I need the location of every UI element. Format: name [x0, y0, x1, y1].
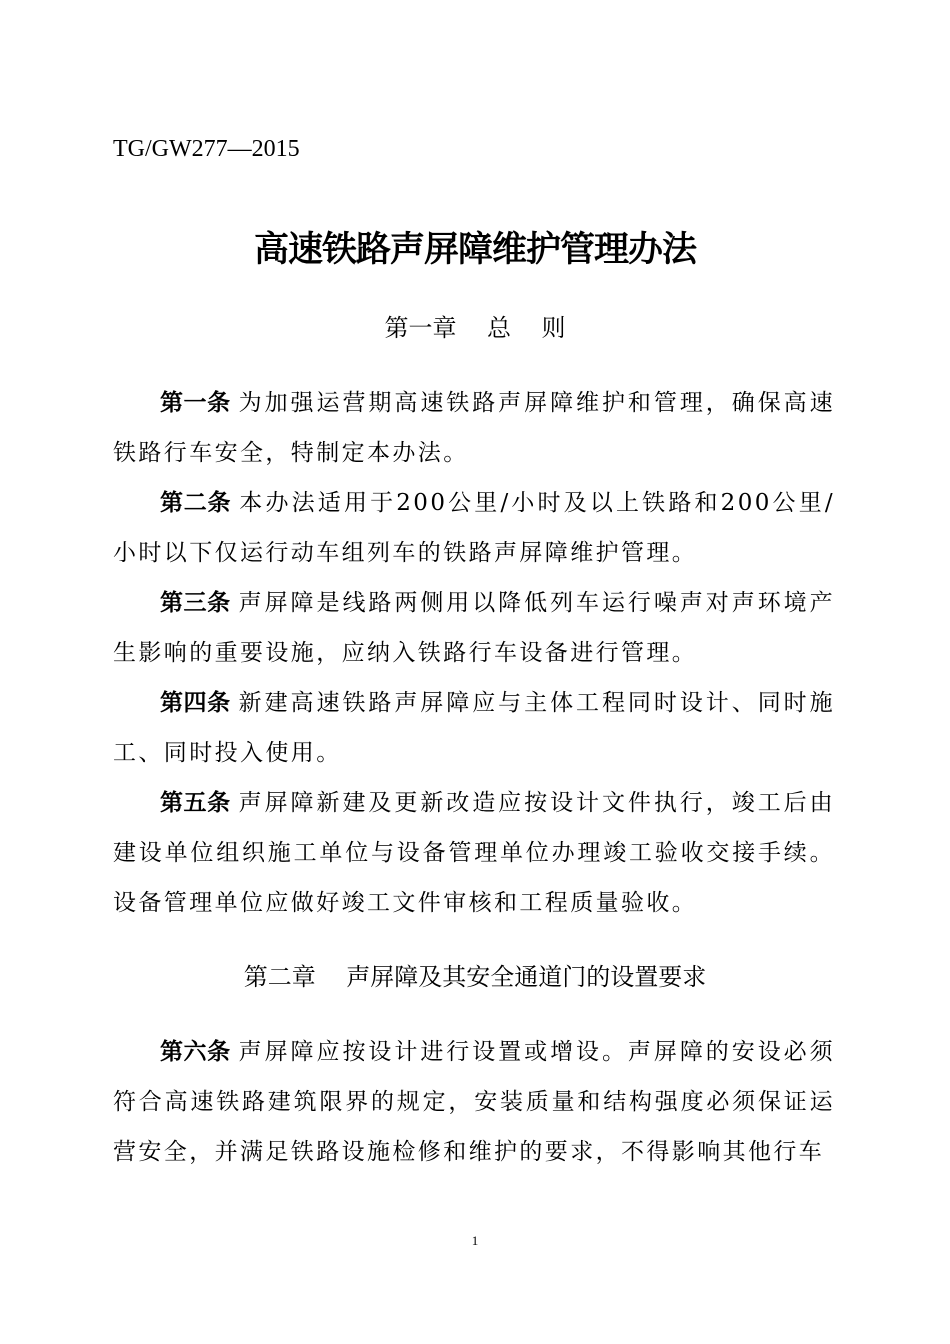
article-number: 第一条 [160, 390, 231, 416]
article-number: 第五条 [160, 790, 231, 816]
article-text: 为加强运营期高速铁路声屏障维护和管理，确保高速铁路行车安全，特制定本办法。 [113, 390, 835, 466]
document-title: 高速铁路声屏障维护管理办法 [253, 230, 696, 270]
article-text: 本办法适用于200公里/小时及以上铁路和200公里/小时以下仅运行动车组列车的铁路声屏障维护管理。 [113, 490, 836, 566]
article-text: 声屏障是线路两侧用以降低列车运行噪声对声环境产生影响的重要设施，应纳入铁路行车设备进行管理。 [113, 590, 835, 666]
page-number: 1 [471, 1233, 479, 1248]
article-number: 第二条 [160, 490, 232, 516]
article [113, 378, 835, 478]
chapter-heading-1: 第一章 总 则 [384, 314, 566, 342]
article [113, 678, 835, 778]
article-text: 声屏障应按设计进行设置或增设。声屏障的安设必须符合高速铁路建筑限界的规定，安装质量和结构强度必须保证运营安全，并满足铁路设施检修和维护的要求，不得影响其他行车 [113, 1039, 835, 1165]
article-text: 新建高速铁路声屏障应与主体工程同时设计、同时施工、同时投入使用。 [113, 690, 835, 766]
article [113, 578, 835, 678]
article [113, 778, 835, 928]
document-code: TG/GW277—2015 [113, 136, 300, 162]
article-number: 第四条 [160, 690, 231, 716]
article-number: 第三条 [160, 590, 231, 616]
article-text: 声屏障新建及更新改造应按设计文件执行，竣工后由建设单位组织施工单位与设备管理单位办理竣工验收交接手续。设备管理单位应做好竣工文件审核和工程质量验收。 [113, 790, 835, 916]
article [113, 478, 835, 578]
chapter-2-articles [113, 1027, 835, 1177]
chapter-1-articles [113, 378, 835, 928]
chapter-heading-2: 第二章 声屏障及其安全通道门的设置要求 [243, 963, 707, 991]
article-number: 第六条 [160, 1039, 231, 1065]
article [113, 1027, 835, 1177]
